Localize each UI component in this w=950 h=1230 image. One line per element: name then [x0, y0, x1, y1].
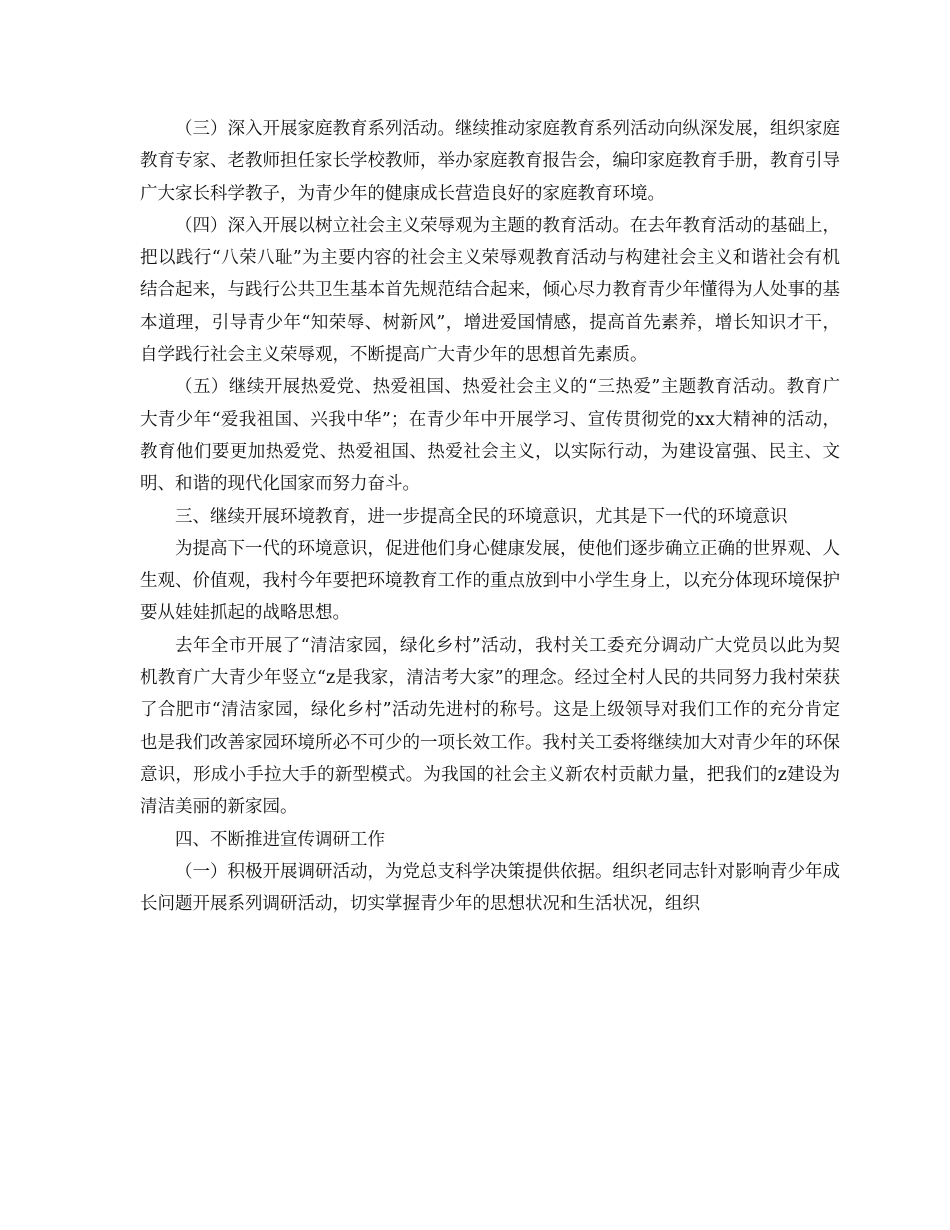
- paragraph-clean-home-campaign: 去年全市开展了“清洁家园，绿化乡村”活动，我村关工委充分调动广大党员以此为契机教育广大青少年竖立“z是我家，清洁考大家”的理念。经过全村人民的共同努力我村荣获了合肥市“清洁家园，绿化乡村”活动先进村的称号。这是上级领导对我们工作的充分肯定也是我们改善家园环境所必不可少的一项长效工作。我村关工委将继续加大对青少年的环保意识，形成小手拉大手的新型模式。为我国的社会主义新农村贡献力量，把我们的z建设为清洁美丽的新家园。: [140, 635, 840, 818]
- section-heading-environment-education: 三、继续开展环境教育，进一步提高全民的环境意识，尤其是下一代的环境意识: [175, 506, 788, 527]
- paragraph-three-loves-education: （五）继续开展热爱党、热爱祖国、热爱社会主义的“三热爱”主题教育活动。教育广大青少年“爱我祖国、兴我中华”；在青少年中开展学习、宣传贯彻党的xx大精神的活动，教育他们要更加热爱党、热爱祖国、热爱社会主义，以实际行动，为建设富强、民主、文明、和谐的现代化国家而努力奋斗。: [140, 377, 840, 495]
- paragraph-environment-awareness: 为提高下一代的环境意识，促进他们身心健康发展，使他们逐步确立正确的世界观、人生观、价值观，我村今年要把环境教育工作的重点放到中小学生身上，以充分体现环境保护要从娃娃抓起的战略思想。: [140, 538, 840, 624]
- paragraph-honor-disgrace-education: （四）深入开展以树立社会主义荣辱观为主题的教育活动。在去年教育活动的基础上，把以践行“八荣八耻”为主要内容的社会主义荣辱观教育活动与构建社会主义和谐社会有机结合起来，与践行公共卫生基本首先规范结合起来，倾心尽力教育青少年懂得为人处事的基本道理，引导青少年“知荣辱、树新风”，增进爱国情感，提高首先素养，增长知识才干，自学践行社会主义荣辱观，不断提高广大青少年的思想首先素质。: [140, 215, 840, 366]
- paragraph-family-education: （三）深入开展家庭教育系列活动。继续推动家庭教育系列活动向纵深发展，组织家庭教育专家、老教师担任家长学校教师，举办家庭教育报告会，编印家庭教育手册，教育引导广大家长科学教子，为青少年的健康成长营造良好的家庭教育环境。: [140, 119, 840, 204]
- section-heading-publicity-research: 四、不断推进宣传调研工作: [175, 829, 385, 850]
- paragraph-research-activities: （一）积极开展调研活动，为党总支科学决策提供依据。组织老同志针对影响青少年成长问题开展系列调研活动，切实掌握青少年的思想状况和生活状况，组织: [140, 861, 840, 915]
- document-body: [140, 113, 840, 920]
